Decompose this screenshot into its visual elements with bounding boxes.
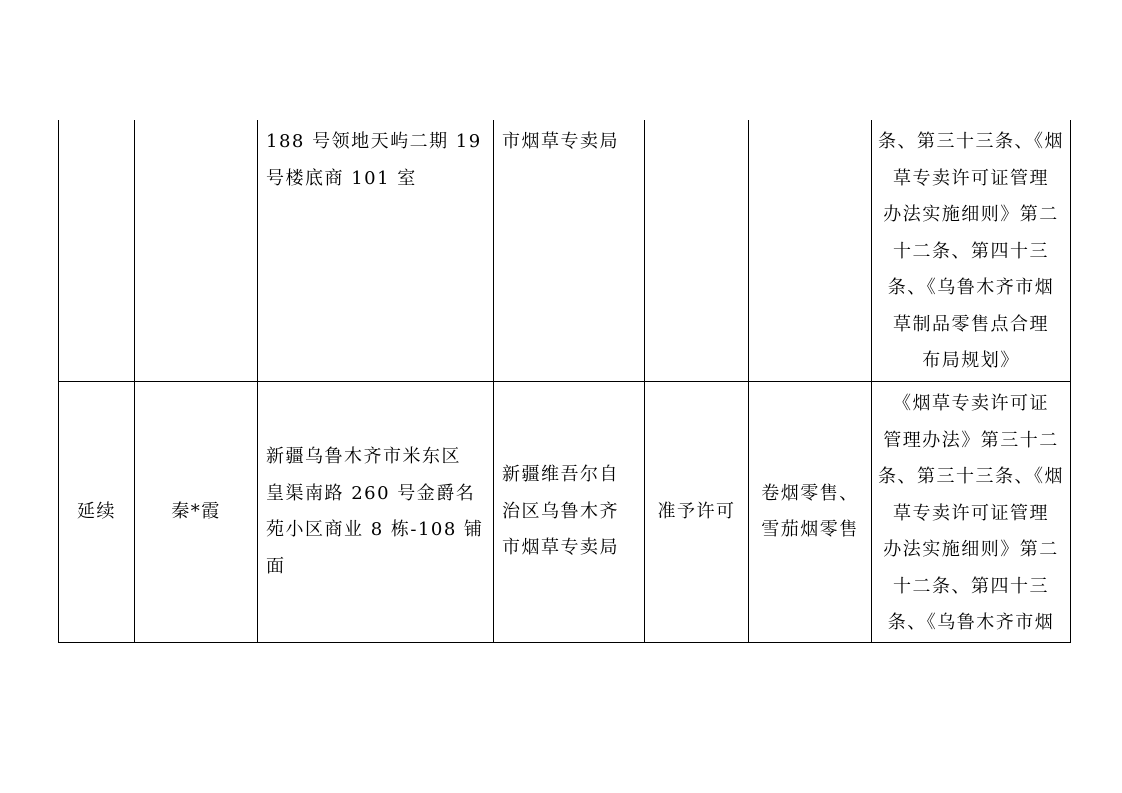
basis-line: 十二条、第四十三 [893, 575, 1049, 597]
address-line: 苑小区商业 8 栋-108 铺 [266, 519, 484, 540]
basis-line: 布局规划》 [922, 350, 1020, 371]
authority-cell [494, 120, 645, 382]
basis-line: 草专卖许可证管理 [893, 502, 1049, 524]
basis-line: 十二条、第四十三 [893, 240, 1049, 262]
applicant-name: 秦*霞 [171, 500, 221, 522]
scope-cell [749, 382, 872, 643]
basis-cell [872, 382, 1071, 643]
table-row [59, 382, 1071, 643]
decision-cell [645, 120, 749, 382]
authority-cell [494, 382, 645, 643]
basis-line: 条、第三十三条、《烟 [878, 131, 1064, 152]
basis-line: 条、《乌鲁木齐市烟 [887, 277, 1055, 298]
decision-text: 准予许可 [657, 500, 736, 522]
scope-line: 卷烟零售、 [761, 482, 859, 504]
name-cell [135, 382, 258, 643]
basis-line: 草专卖许可证管理 [893, 167, 1049, 189]
type-cell [59, 120, 135, 382]
basis-line: 《烟草专卖许可证 [893, 393, 1049, 414]
basis-line: 办法实施细则》第二 [883, 539, 1059, 560]
scope-cell [749, 120, 872, 382]
authority-line: 治区乌鲁木齐 [502, 500, 619, 522]
address-line: 面 [266, 555, 286, 577]
address-line: 皇渠南路 260 号金爵名 [266, 482, 476, 504]
address-line: 新疆乌鲁木齐市米东区 [266, 446, 461, 467]
basis-line: 办法实施细则》第二 [883, 204, 1059, 225]
type-cell [59, 382, 135, 643]
basis-line: 草制品零售点合理 [893, 313, 1049, 335]
address-line: 188 号领地天屿二期 19 [266, 131, 482, 152]
authority-line: 新疆维吾尔自 [502, 464, 619, 486]
decision-cell [645, 382, 749, 643]
address-line: 号楼底商 101 室 [266, 167, 417, 189]
basis-cell [872, 120, 1071, 382]
address-cell [258, 120, 494, 382]
basis-line: 条、第三十三条、《烟 [878, 466, 1064, 487]
table-row [59, 120, 1071, 382]
name-cell [135, 120, 258, 382]
license-type: 延续 [77, 500, 116, 522]
license-table [58, 120, 1071, 643]
basis-line: 管理办法》第三十二 [883, 429, 1059, 451]
basis-line: 条、《乌鲁木齐市烟 [887, 612, 1055, 633]
authority-line: 市烟草专卖局 [502, 537, 619, 559]
address-cell [258, 382, 494, 643]
scope-line: 雪茄烟零售 [761, 519, 859, 540]
authority-line: 市烟草专卖局 [502, 131, 619, 152]
